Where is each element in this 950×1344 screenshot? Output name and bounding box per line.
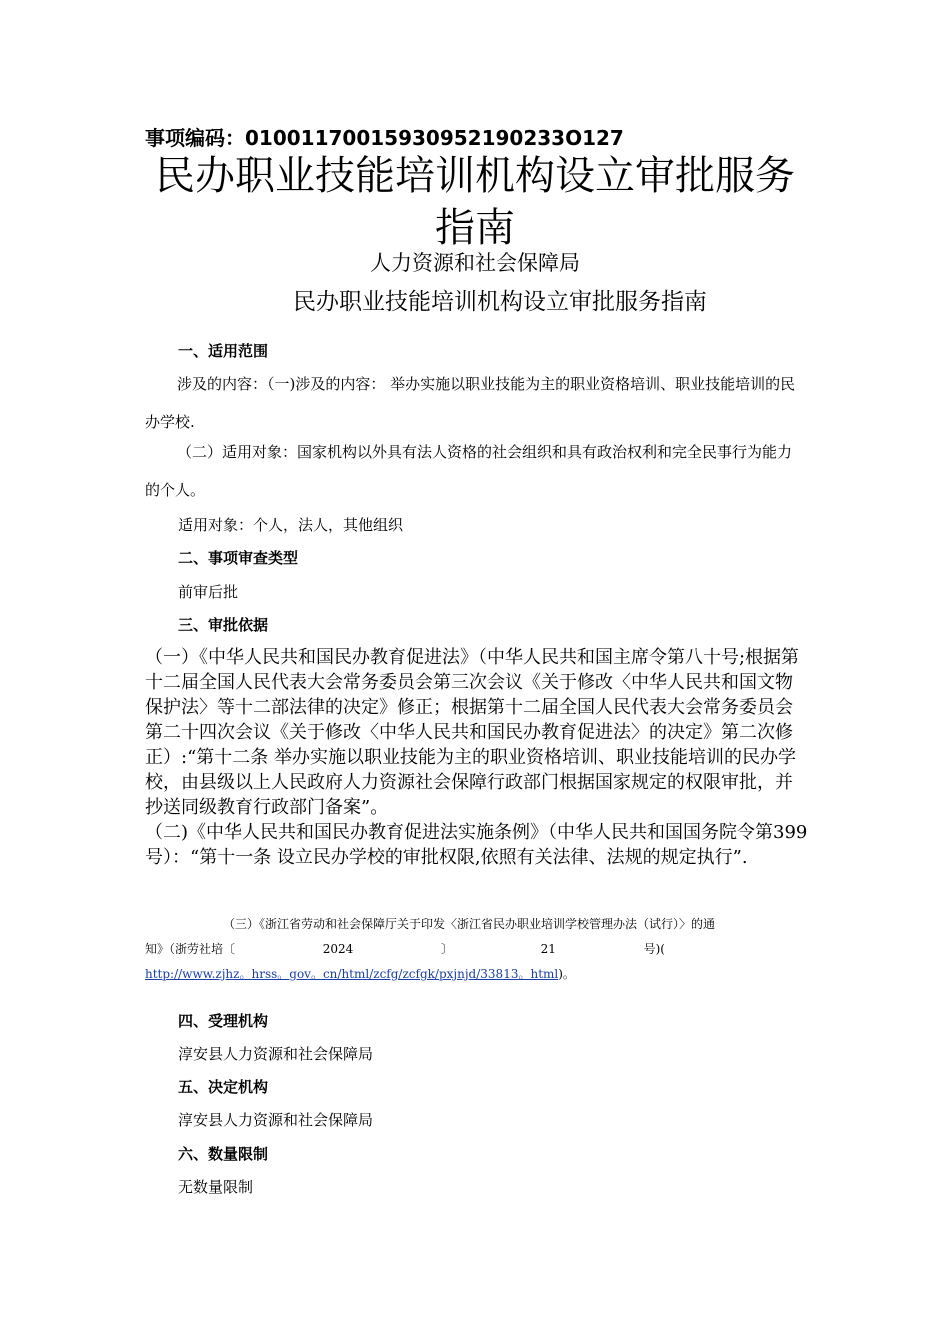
- law-citation-2: （二)《中华人民共和国民办教育促进法实施条例》（中华人民共和国国务院令第399号）：“第十一条 设立民办学校的审批权限,依照有关法律、法规的规定执行”.: [145, 822, 808, 868]
- law-citation-3-bracket: 〕: [440, 942, 453, 956]
- page-title-text: 民办职业技能培训机构设立审批服务指南: [155, 153, 795, 251]
- section-1-heading: 一、适用范围: [178, 342, 269, 360]
- law-citation-3: [145, 912, 805, 987]
- section-2-paragraph: 前审后批: [178, 583, 239, 601]
- section-6-heading: 六、数量限制: [178, 1145, 269, 1163]
- law-citation-3-line-1: （三）《浙江省劳动和社会保障厅关于印发〈浙江省民办职业培训学校管理办法（试行）〉的通: [223, 917, 716, 931]
- law-citation-1: （一）《中华人民共和国民办教育促进法》（中华人民共和国主席令第八十号;根据第十二届全国人民代表大会常务委员会第三次会议《关于修改〈中华人民共和国文物保护法〉等十二部法律的决定》修正；根据第十二届全国人民代表大会常务委员会第二十四次会议《关于修改〈中华人民共和国民办教育促进法〉的决定》第二次修正）:“第十二条 举办实施以职业技能为主的职业资格培训、职业技能培训的民办学校，由县级以上人民政府人力资源社会保障行政部门根据国家规定的权限审批，并抄送同级教育行政部门备案”。: [145, 647, 800, 818]
- department-name: 人力资源和社会保障局: [370, 251, 580, 275]
- law-citation-3-end: )。: [558, 967, 575, 981]
- section-5-heading: 五、决定机构: [178, 1078, 269, 1096]
- policy-link[interactable]: http://www.zjhz。hrss。gov。cn/html/zcfg/zcfgk/pxjnjd/33813。html: [145, 967, 559, 981]
- item-code: 事项编码：01001170015930952190233O127: [145, 126, 624, 150]
- section-1-paragraph-2: （二）适用对象：国家机构以外具有法人资格的社会组织和具有政治权利和完全民事行为能力的个人。: [145, 443, 793, 499]
- section-1-paragraph-1: 涉及的内容：（一)涉及的内容： 举办实施以职业技能为主的职业资格培训、职业技能培训的民办学校.: [145, 375, 796, 431]
- subtitle: 民办职业技能培训机构设立审批服务指南: [293, 289, 707, 315]
- law-citation-3-year: 2024: [322, 942, 354, 956]
- law-citation-3-part-e: 号)(: [643, 942, 665, 956]
- section-6-paragraph: 无数量限制: [178, 1178, 254, 1196]
- section-3-heading: 三、审批依据: [178, 616, 269, 634]
- law-citation-3-line-3: [145, 962, 805, 987]
- page-title: [0, 150, 950, 254]
- section-4-heading: 四、受理机构: [178, 1012, 269, 1030]
- law-citation-3-number: 21: [540, 942, 556, 956]
- section-1-paragraph-3: 适用对象：个人，法人，其他组织: [178, 516, 404, 534]
- section-2-heading: 二、事项审查类型: [178, 549, 299, 567]
- section-5-paragraph: 淳安县人力资源和社会保障局: [178, 1111, 374, 1129]
- law-citation-3-line-2: [145, 937, 665, 962]
- law-citation-3-part-a: 知》（浙劳社培〔: [145, 942, 236, 956]
- section-4-paragraph: 淳安县人力资源和社会保障局: [178, 1045, 374, 1063]
